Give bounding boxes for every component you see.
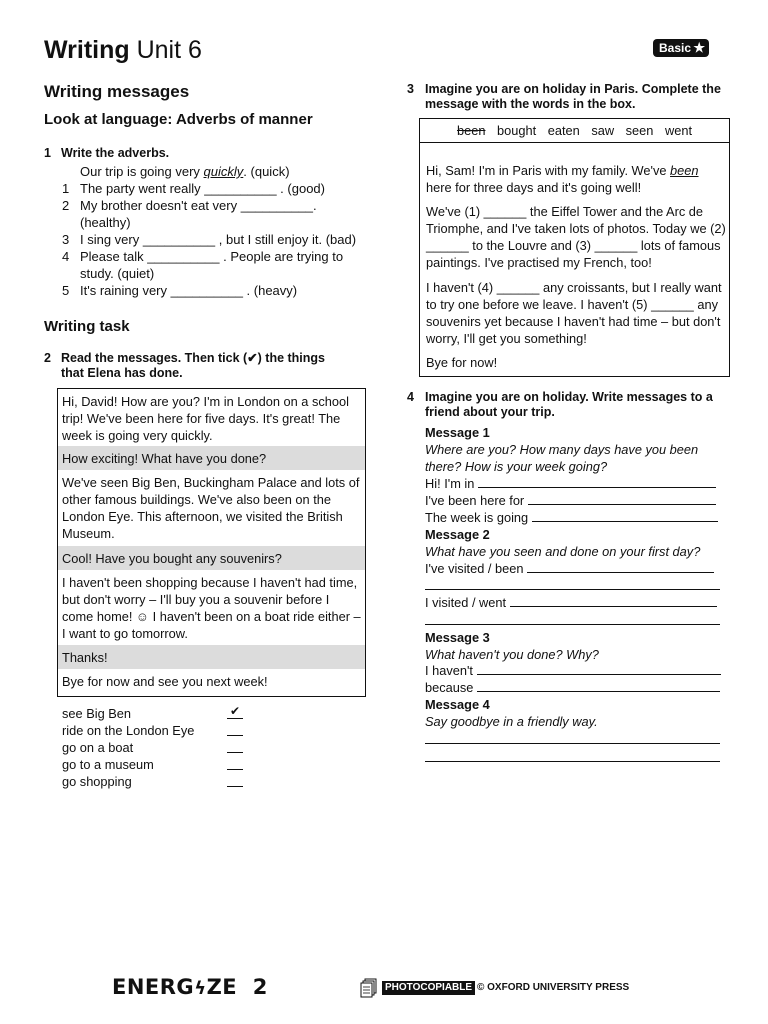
- message-david: Cool! Have you bought any souvenirs?: [58, 546, 365, 570]
- tick-item: [62, 739, 262, 756]
- exercise-item: [62, 248, 362, 282]
- answer-blank[interactable]: [532, 510, 718, 522]
- message-2-heading: Message 2: [425, 527, 490, 542]
- item-text: Please talk __________ . People are trying to study. (quiet): [80, 249, 344, 281]
- writing-task-title: Writing task: [44, 318, 130, 335]
- paris-paragraph-3: I haven't (4) ______ any croissants, but I really want to try one before we leave. I haven't (5) ______ any souvenirs yet because I haven't had time – but don't worry, I'll get you something!: [426, 280, 722, 346]
- exercise-number: 2: [44, 351, 51, 365]
- tick-box[interactable]: ✔: [227, 705, 243, 719]
- page-title: [44, 34, 202, 66]
- answer-blank[interactable]: [477, 663, 721, 675]
- tick-label: see Big Ben: [62, 706, 132, 721]
- message-david: How exciting! What have you done?: [58, 446, 365, 470]
- paragraph-text: Hi, Sam! I'm in Paris with my family. We've: [426, 163, 671, 178]
- logo-text-end: ZE: [206, 975, 238, 999]
- answer-line[interactable]: [425, 624, 720, 625]
- exercise-item: [62, 197, 362, 231]
- message-4-prompt: Say goodbye in a friendly way.: [425, 714, 598, 729]
- message-3-heading: Message 3: [425, 630, 490, 645]
- tick-item: [62, 773, 262, 790]
- paris-paragraph-4: Bye for now!: [426, 355, 498, 370]
- message-david: Thanks!: [58, 645, 365, 669]
- energize-logo: [112, 974, 268, 1002]
- item-number: 2: [62, 198, 70, 213]
- star-icon: ★: [693, 40, 705, 55]
- tick-item: [62, 705, 262, 722]
- item-text: I sing very __________ , but I still enjoy it. (bad): [80, 232, 357, 247]
- exercise-instruction: Read the messages. Then tick (✔) the things: [61, 351, 326, 365]
- message-2-line: [425, 560, 714, 577]
- message-4-heading: Message 4: [425, 697, 490, 712]
- line-starter: I've been here for: [425, 493, 525, 508]
- item-number: 3: [62, 232, 70, 247]
- example-text-end: . (quick): [243, 164, 290, 179]
- tick-box[interactable]: [227, 739, 243, 753]
- message-elena: We've seen Big Ben, Buckingham Palace and lots of other famous buildings. We've also been on the London Eye. This afternoon, we visited the British Museum.: [62, 475, 360, 541]
- answer-blank[interactable]: [478, 476, 716, 488]
- answer-line[interactable]: [425, 743, 720, 744]
- exercise-number: 4: [407, 390, 414, 404]
- item-number: 4: [62, 249, 70, 264]
- item-text: The party went really __________ . (good): [80, 181, 325, 196]
- exercise-item: [62, 231, 362, 248]
- line-starter: I visited / went: [425, 595, 507, 610]
- item-text: My brother doesn't eat very __________. (healthy): [80, 198, 317, 230]
- message-3-line: [425, 679, 720, 696]
- exercise-instruction: Write the adverbs.: [61, 146, 170, 160]
- exercise-2-heading: [44, 351, 374, 383]
- logo-number: 2: [252, 975, 268, 999]
- tick-box[interactable]: [227, 756, 243, 770]
- badge-label: Basic: [659, 41, 692, 55]
- answer-line[interactable]: [425, 589, 720, 590]
- answer-blank[interactable]: [528, 493, 716, 505]
- message-2-prompt: What have you seen and done on your first day?: [425, 544, 701, 559]
- exercise-item: [62, 282, 362, 299]
- tick-list: [62, 705, 262, 790]
- tick-box[interactable]: [227, 722, 243, 736]
- paris-paragraph-2: We've (1) ______ the Eiffel Tower and the Arc de Triomphe, and I've taken lots of photos. Today we (2) ______ to the Louvre and (3) ______ lots of famous paintings. I've practised my French, too!: [426, 204, 726, 270]
- message-elena: Bye for now and see you next week!: [62, 674, 268, 689]
- message-1-heading: Message 1: [425, 425, 490, 440]
- item-number: 1: [62, 181, 70, 196]
- word-saw: saw: [591, 123, 615, 138]
- section-title: Writing messages: [44, 82, 190, 101]
- tick-label: go shopping: [62, 774, 132, 789]
- lightning-icon: ϟ: [194, 978, 207, 999]
- exercise-3-heading: [407, 82, 737, 114]
- exercise-1-items: [62, 180, 362, 299]
- logo-text: ENERG: [112, 975, 195, 999]
- example-text: Our trip is going very: [80, 164, 204, 179]
- tick-label: ride on the London Eye: [62, 723, 195, 738]
- message-1-line: [425, 492, 716, 509]
- word-been: been: [457, 123, 486, 138]
- exercise-instruction: Imagine you are on holiday. Write messages to a friend about your trip.: [425, 390, 713, 419]
- photocopiable-label: PHOTOCOPIABLE: [382, 981, 475, 995]
- tick-label: go to a museum: [62, 757, 154, 772]
- word-box: [419, 118, 730, 143]
- item-text: It's raining very __________ . (heavy): [80, 283, 298, 298]
- tick-box[interactable]: [227, 773, 243, 787]
- line-starter: The week is going: [425, 510, 529, 525]
- exercise-number: 3: [407, 82, 414, 96]
- exercise-instruction-cont: that Elena has done.: [61, 366, 183, 380]
- exercise-1-example: [80, 163, 290, 180]
- word-seen: seen: [625, 123, 654, 138]
- answer-line[interactable]: [425, 761, 720, 762]
- publisher-credit: © OXFORD UNIVERSITY PRESS: [477, 982, 630, 993]
- message-1-line: [425, 475, 716, 492]
- section-subtitle: Look at language: Adverbs of manner: [44, 111, 313, 128]
- tick-item: [62, 756, 262, 773]
- line-starter: I've visited / been: [425, 561, 524, 576]
- title-bold: Writing: [44, 36, 130, 64]
- tick-item: [62, 722, 262, 739]
- answer-blank[interactable]: [527, 561, 714, 573]
- exercise-instruction: Imagine you are on holiday in Paris. Complete the message with the words in the box.: [425, 82, 721, 111]
- message-3-prompt: What haven't you done? Why?: [425, 647, 599, 662]
- paris-paragraph-1: [426, 162, 726, 196]
- paragraph-text-end: here for three days and it's going well!: [426, 180, 642, 195]
- example-answer: quickly: [203, 164, 244, 179]
- message-2-line: [425, 594, 717, 611]
- message-1-prompt-cont: there? How is your week going?: [425, 459, 608, 474]
- message-conversation: [57, 388, 366, 697]
- exercise-1-heading: [44, 146, 374, 162]
- message-1-prompt: Where are you? How many days have you been: [425, 442, 699, 457]
- paris-message-box: [419, 143, 730, 377]
- exercise-item: [62, 180, 362, 197]
- example-answer: been: [670, 163, 699, 178]
- message-elena: I haven't been shopping because I haven't had time, but don't worry – I'll buy you a souvenir before I come home! ☺ I haven't been on a boat ride either – I want to go tomorrow.: [62, 575, 361, 641]
- answer-blank[interactable]: [510, 595, 717, 607]
- word-eaten: eaten: [547, 123, 580, 138]
- line-starter: because: [425, 680, 474, 695]
- word-bought: bought: [497, 123, 537, 138]
- line-starter: Hi! I'm in: [425, 476, 475, 491]
- tick-label: go on a boat: [62, 740, 134, 755]
- line-starter: I haven't: [425, 663, 473, 678]
- message-1-line: [425, 509, 718, 526]
- title-rest: Unit 6: [129, 36, 202, 64]
- exercise-4-heading: [407, 390, 737, 422]
- answer-blank[interactable]: [477, 680, 720, 692]
- exercise-number: 1: [44, 146, 51, 160]
- word-went: went: [664, 123, 692, 138]
- level-badge: [653, 39, 709, 57]
- photocopy-icon: [360, 978, 377, 998]
- message-elena: Hi, David! How are you? I'm in London on a school trip! We've been here for five days. It's great! The week is going very quickly.: [62, 394, 349, 443]
- message-3-line: [425, 662, 721, 679]
- item-number: 5: [62, 283, 70, 298]
